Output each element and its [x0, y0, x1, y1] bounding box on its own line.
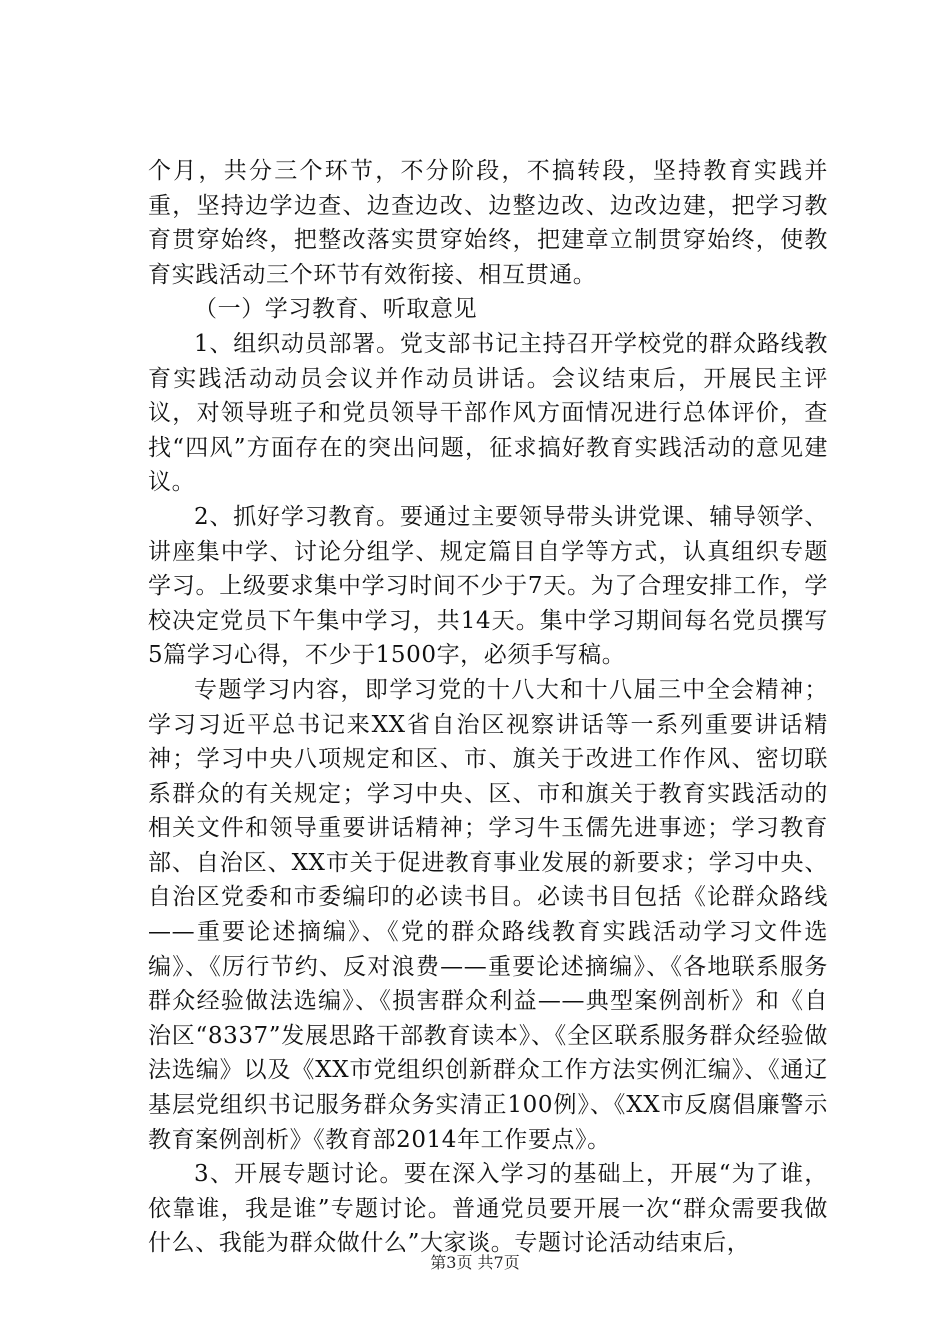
paragraph-item-3: 3、开展专题讨论。要在深入学习的基础上，开展“为了谁，依靠谁，我是谁”专题讨论。普通党员要开展一次“群众需要我做什么、我能为群众做什么”大家谈。专题讨论活动结束后，: [148, 1161, 828, 1257]
paragraph-study-content: 专题学习内容，即学习党的十八大和十八届三中全会精神；学习习近平总书记来XX省自治区视察讲话等一系列重要讲话精神；学习中央八项规定和区、市、旗关于改进工作作风、密切联系群众的有关规定；学习中央、区、市和旗关于教育实践活动的相关文件和领导重要讲话精神；学习牛玉儒先进事迹；学习教育部、自治区、XX市关于促进教育事业发展的新要求；学习中央、自治区党委和市委编印的必读书目。必读书目包括《论群众路线——重要论述摘编》、《党的群众路线教育实践活动学习文件选编》、《厉行节约、反对浪费——重要论述摘编》、《各地联系服务群众经验做法选编》、《损害群众利益——典型案例剖析》和《自治区“8337”发展思路干部教育读本》、《全区联系服务群众经验做法选编》以及《XX市党组织创新群众工作方法实例汇编》、《通辽基层党组织书记服务群众务实清正100例》、《XX市反腐倡廉警示教育案例剖析》《教育部2014年工作要点》。: [148, 676, 828, 1153]
document-body: [148, 154, 828, 1261]
paragraph-item-1: 1、组织动员部署。党支部书记主持召开学校党的群众路线教育实践活动动员会议并作动员讲话。会议结束后，开展民主评议，对领导班子和党员领导干部作风方面情况进行总体评价，查找“四风”方面存在的突出问题，征求搞好教育实践活动的意见建议。: [148, 330, 828, 496]
paragraph-item-2: 2、抓好学习教育。要通过主要领导带头讲党课、辅导领学、讲座集中学、讨论分组学、规定篇目自学等方式，认真组织专题学习。上级要求集中学习时间不少于7天。为了合理安排工作，学校决定党员下午集中学习，共14天。集中学习期间每名党员撰写5篇学习心得，不少于1500字，必须手写稿。: [148, 503, 828, 669]
paragraph-continuation: 个月，共分三个环节，不分阶段，不搞转段，坚持教育实践并重，坚持边学边查、边查边改、边整边改、边改边建，把学习教育贯穿始终，把整改落实贯穿始终，把建章立制贯穿始终，使教育实践活动三个环节有效衔接、相互贯通。: [148, 158, 828, 288]
page-number-footer: 第3页 共7页: [430, 1253, 520, 1272]
section-heading: （一）学习教育、听取意见: [194, 296, 478, 323]
